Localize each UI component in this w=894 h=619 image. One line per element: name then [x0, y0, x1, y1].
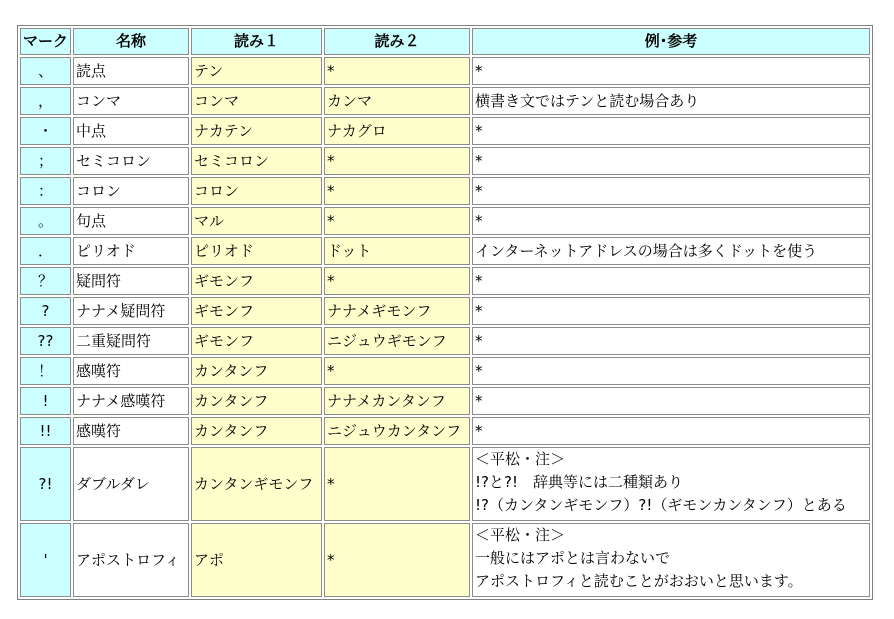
reading-2-cell: ドット — [324, 237, 470, 265]
note-cell — [472, 237, 870, 265]
mark-cell: !! — [20, 417, 71, 445]
header-example-reference: 例･参考 — [472, 28, 870, 55]
note-cell — [472, 357, 870, 385]
mark-cell: ， — [20, 87, 71, 115]
reading-1-cell: ギモンフ — [191, 267, 322, 295]
table-row — [20, 177, 870, 205]
reading-1-cell: ギモンフ — [191, 297, 322, 325]
name-cell: 疑問符 — [73, 267, 189, 295]
table-row — [20, 87, 870, 115]
mark-cell: ! — [20, 387, 71, 415]
mark-cell: ? — [20, 297, 71, 325]
reading-2-cell: * — [324, 207, 470, 235]
table-row — [20, 147, 870, 175]
note-line: !?（カンタンギモンフ）?!（ギモンカンタンフ）とある — [475, 496, 847, 514]
note-line: * — [475, 181, 483, 200]
mark-cell: ？ — [20, 267, 71, 295]
table-row — [20, 447, 870, 521]
table-header-row — [20, 28, 870, 55]
name-cell: ダブルダレ — [73, 447, 189, 521]
note-cell — [472, 207, 870, 235]
reading-2-cell: カンマ — [324, 87, 470, 115]
note-line: * — [475, 151, 483, 170]
reading-1-cell: ピリオド — [191, 237, 322, 265]
reading-1-cell: アポ — [191, 523, 322, 597]
name-cell: 読点 — [73, 57, 189, 85]
note-cell — [472, 57, 870, 85]
name-cell: ナナメ感嘆符 — [73, 387, 189, 415]
note-line: 横書き文ではテンと読む場合あり — [475, 91, 700, 110]
table-row — [20, 357, 870, 385]
note-line: * — [475, 361, 483, 380]
note-cell — [472, 297, 870, 325]
reading-1-cell: コロン — [191, 177, 322, 205]
table-row — [20, 237, 870, 265]
note-cell — [472, 327, 870, 355]
note-line: * — [475, 61, 483, 80]
note-line: 一般にはアポとは言わないで — [475, 549, 671, 567]
note-line: * — [475, 121, 483, 140]
mark-cell: ： — [20, 177, 71, 205]
note-cell — [472, 267, 870, 295]
note-line: * — [475, 301, 483, 320]
note-line: ＜平松・注＞ — [475, 526, 566, 544]
reading-1-cell: カンタンフ — [191, 417, 322, 445]
mark-cell: ?? — [20, 327, 71, 355]
note-line: * — [475, 271, 483, 290]
note-line: * — [475, 421, 483, 440]
name-cell: コンマ — [73, 87, 189, 115]
reading-1-cell: セミコロン — [191, 147, 322, 175]
reading-2-cell: * — [324, 267, 470, 295]
note-line: アポストロフィと読むことがおおいと思います。 — [475, 572, 803, 590]
note-cell — [472, 447, 870, 521]
note-line: * — [475, 391, 483, 410]
table-row — [20, 417, 870, 445]
note-line: ＜平松・注＞ — [475, 450, 566, 468]
name-cell: 感嘆符 — [73, 417, 189, 445]
reading-2-cell: * — [324, 357, 470, 385]
reading-2-cell: ナナメギモンフ — [324, 297, 470, 325]
header-reading-1: 読み１ — [191, 28, 322, 55]
reading-2-cell: * — [324, 147, 470, 175]
note-cell — [472, 523, 870, 597]
note-line: !?と?! 辞典等には二種類あり — [475, 473, 683, 491]
note-line: * — [475, 211, 483, 230]
mark-cell: 。 — [20, 207, 71, 235]
table-row — [20, 57, 870, 85]
reading-2-cell: * — [324, 177, 470, 205]
table-row — [20, 523, 870, 597]
mark-cell: ！ — [20, 357, 71, 385]
mark-cell: ． — [20, 237, 71, 265]
name-cell: コロン — [73, 177, 189, 205]
note-cell — [472, 147, 870, 175]
header-reading-2: 読み２ — [324, 28, 470, 55]
reading-2-cell: ニジュウギモンフ — [324, 327, 470, 355]
note-cell — [472, 87, 870, 115]
header-name: 名称 — [73, 28, 189, 55]
reading-2-cell: ニジュウカンタンフ — [324, 417, 470, 445]
name-cell: セミコロン — [73, 147, 189, 175]
table-body — [20, 57, 870, 597]
header-mark: マーク — [20, 28, 71, 55]
mark-cell: ' — [20, 523, 71, 597]
punctuation-readings-table — [17, 25, 873, 600]
marks-table-wrapper — [17, 25, 873, 600]
table-row — [20, 267, 870, 295]
table-row — [20, 387, 870, 415]
reading-2-cell: * — [324, 447, 470, 521]
name-cell: 中点 — [73, 117, 189, 145]
mark-cell: ?! — [20, 447, 71, 521]
reading-1-cell: ナカテン — [191, 117, 322, 145]
reading-2-cell: * — [324, 523, 470, 597]
name-cell: 句点 — [73, 207, 189, 235]
table-row — [20, 297, 870, 325]
note-cell — [472, 417, 870, 445]
table-row — [20, 207, 870, 235]
note-cell — [472, 177, 870, 205]
mark-cell: ； — [20, 147, 71, 175]
reading-2-cell: ナカグロ — [324, 117, 470, 145]
table-row — [20, 327, 870, 355]
note-line: * — [475, 331, 483, 350]
note-cell — [472, 117, 870, 145]
reading-2-cell: ナナメカンタンフ — [324, 387, 470, 415]
reading-2-cell: * — [324, 57, 470, 85]
name-cell: アポストロフィ — [73, 523, 189, 597]
note-line: インターネットアドレスの場合は多くドットを使う — [475, 241, 818, 260]
name-cell: 感嘆符 — [73, 357, 189, 385]
note-cell — [472, 387, 870, 415]
mark-cell: ・ — [20, 117, 71, 145]
reading-1-cell: カンタンギモンフ — [191, 447, 322, 521]
reading-1-cell: コンマ — [191, 87, 322, 115]
name-cell: ピリオド — [73, 237, 189, 265]
reading-1-cell: カンタンフ — [191, 387, 322, 415]
reading-1-cell: カンタンフ — [191, 357, 322, 385]
reading-1-cell: テン — [191, 57, 322, 85]
reading-1-cell: マル — [191, 207, 322, 235]
reading-1-cell: ギモンフ — [191, 327, 322, 355]
mark-cell: 、 — [20, 57, 71, 85]
name-cell: ナナメ疑問符 — [73, 297, 189, 325]
name-cell: 二重疑問符 — [73, 327, 189, 355]
table-row — [20, 117, 870, 145]
